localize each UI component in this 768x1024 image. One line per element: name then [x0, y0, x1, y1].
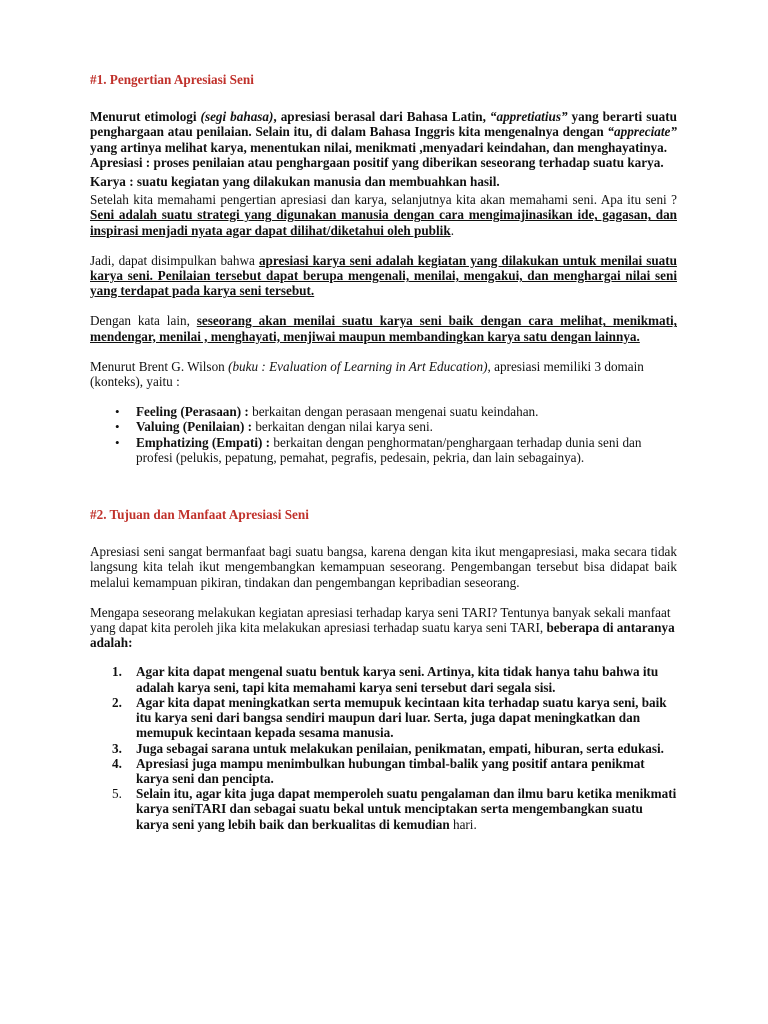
- text-underlined: seseorang akan menilai suatu karya seni baik dengan cara melihat, menikmati, mendengar, menilai , menghayati, menjiwai maupun membandingkan karya satu dengan lainnya.: [90, 313, 677, 344]
- text-underlined: Seni adalah suatu strategi yang digunakan manusia dengan cara mengimajinasikan ide, gagasan, dan inspirasi menjadi nyata agar dapat dilihat/diketahui oleh publik: [90, 207, 677, 238]
- text: .: [450, 222, 454, 238]
- list-item: [90, 664, 677, 694]
- text: yang berarti suatu penghargaan atau penilaian. Selain itu, di dalam Bahasa Inggris kita mengenalnya dengan: [90, 109, 677, 140]
- text: yang artinya melihat karya, menentukan nilai, menikmati ,menyadari keindahan, dan menghayatinya.: [90, 139, 668, 155]
- list-number: 2.: [112, 694, 122, 710]
- list-item: [90, 695, 677, 741]
- domain-list: [90, 404, 677, 465]
- why-paragraph: [90, 605, 677, 651]
- list-item: [90, 404, 677, 419]
- list-number: 4.: [112, 755, 122, 771]
- text: , apresiasi memiliki 3 domain (konteks), yaitu :: [90, 358, 644, 390]
- list-text: Apresiasi juga mampu menimbulkan hubungan timbal-balik yang positif antara penikmat karya seni dan pencipta.: [136, 755, 645, 786]
- seni-paragraph: [90, 192, 677, 238]
- text-italic: “appreciate”: [607, 124, 677, 140]
- text-italic: “appretiatius”: [489, 109, 568, 125]
- conclusion-paragraph: [90, 253, 677, 299]
- definition-apresiasi: Apresiasi : proses penilaian atau penghargaan positif yang diberikan seseorang terhadap suatu karya.: [90, 154, 664, 170]
- etymology-paragraph: [90, 109, 677, 155]
- list-number: 1.: [112, 664, 122, 680]
- list-text: Selain itu, agar kita juga dapat memperoleh suatu pengalaman dan ilmu baru ketika menikmati karya seniTARI dan sebagai suatu bekal untuk menciptakan serta mengembangkan suatu karya seni yang lebih baik dan berkualitas di kemudian: [136, 786, 677, 832]
- document-page: [90, 64, 677, 832]
- text-italic: (segi bahasa): [200, 109, 274, 125]
- section1-heading: #1. Pengertian Apresiasi Seni: [90, 72, 254, 87]
- wilson-paragraph: [90, 359, 677, 389]
- domain-term: Emphatizing (Empati) :: [136, 434, 271, 450]
- text-bold: beberapa di antaranya adalah:: [90, 620, 675, 651]
- domain-desc: berkaitan dengan penghormatan/penghargaan terhadap dunia seni dan profesi (pelukis, pepatung, pemahat, pegrafis, pedesain, pekria, dan lain sebagainya).: [136, 434, 642, 465]
- list-item: [90, 419, 677, 434]
- list-item: [90, 786, 677, 832]
- list-text: Juga sebagai sarana untuk melakukan penilaian, penikmatan, empati, hiburan, serta edukasi.: [136, 740, 664, 756]
- benefit-intro-paragraph: Apresiasi seni sangat bermanfaat bagi suatu bangsa, karena dengan kita ikut mengapresiasi, maka secara tidak langsung kita telah ikut mengembangkan kemampuan seseorang. Pengembangan tersebut bisa didapat baik melalui kemampuan pikiran, tindakan dan pengembangan kepribadian seseorang.: [90, 544, 677, 590]
- domain-desc: berkaitan dengan nilai karya seni.: [252, 419, 433, 435]
- text-italic: (buku : Evaluation of Learning in Art Education): [228, 358, 488, 374]
- list-item: [90, 756, 677, 786]
- list-text: hari.: [449, 816, 477, 832]
- benefit-list: [90, 664, 677, 831]
- list-text: Agar kita dapat mengenal suatu bentuk karya seni. Artinya, kita tidak hanya tahu bahwa itu adalah karya seni, tapi kita memahami karya seni tersebut dari segala sisi.: [136, 664, 659, 695]
- text: Setelah kita memahami pengertian apresiasi dan karya, selanjutnya kita akan memahami seni. Apa itu seni ?: [90, 192, 677, 208]
- definition-karya: Karya : suatu kegiatan yang dilakukan manusia dan membuahkan hasil.: [90, 174, 500, 190]
- list-item: [90, 741, 677, 756]
- text: Dengan kata lain,: [90, 313, 197, 329]
- list-text: Agar kita dapat meningkatkan serta memupuk kecintaan kita terhadap suatu karya seni, baik itu karya seni dari bangsa sendiri maupun dari luar. Serta, juga dapat meningkatkan dan memupuk kecintaan kepada sesama manusia.: [136, 694, 667, 741]
- text: Menurut Brent G. Wilson: [90, 358, 229, 374]
- domain-term: Valuing (Penilaian) :: [136, 419, 253, 435]
- domain-desc: berkaitan dengan perasaan mengenai suatu keindahan.: [248, 404, 539, 420]
- text: Jadi, dapat disimpulkan bahwa: [90, 252, 259, 268]
- list-number: 5.: [112, 786, 122, 802]
- list-number: 3.: [112, 740, 122, 756]
- text-underlined: apresiasi karya seni adalah kegiatan yang dilakukan untuk menilai suatu karya seni. Penilaian tersebut dapat berupa mengenali, menilai, mengakui, dan menghargai nilai seni yang terdapat pada karya seni tersebut.: [90, 252, 677, 299]
- domain-term: Feeling (Perasaan) :: [136, 404, 249, 420]
- text: Menurut etimologi: [90, 109, 201, 125]
- list-item: [90, 435, 677, 465]
- section2-heading: #2. Tujuan dan Manfaat Apresiasi Seni: [90, 507, 309, 523]
- text: Mengapa seseorang melakukan kegiatan apresiasi terhadap karya seni TARI? Tentunya banyak sekali manfaat yang dapat kita peroleh jika kita melakukan apresiasi terhadap suatu karya seni TARI,: [90, 604, 671, 636]
- other-words-paragraph: [90, 313, 677, 343]
- text: , apresiasi berasal dari Bahasa Latin,: [273, 109, 490, 125]
